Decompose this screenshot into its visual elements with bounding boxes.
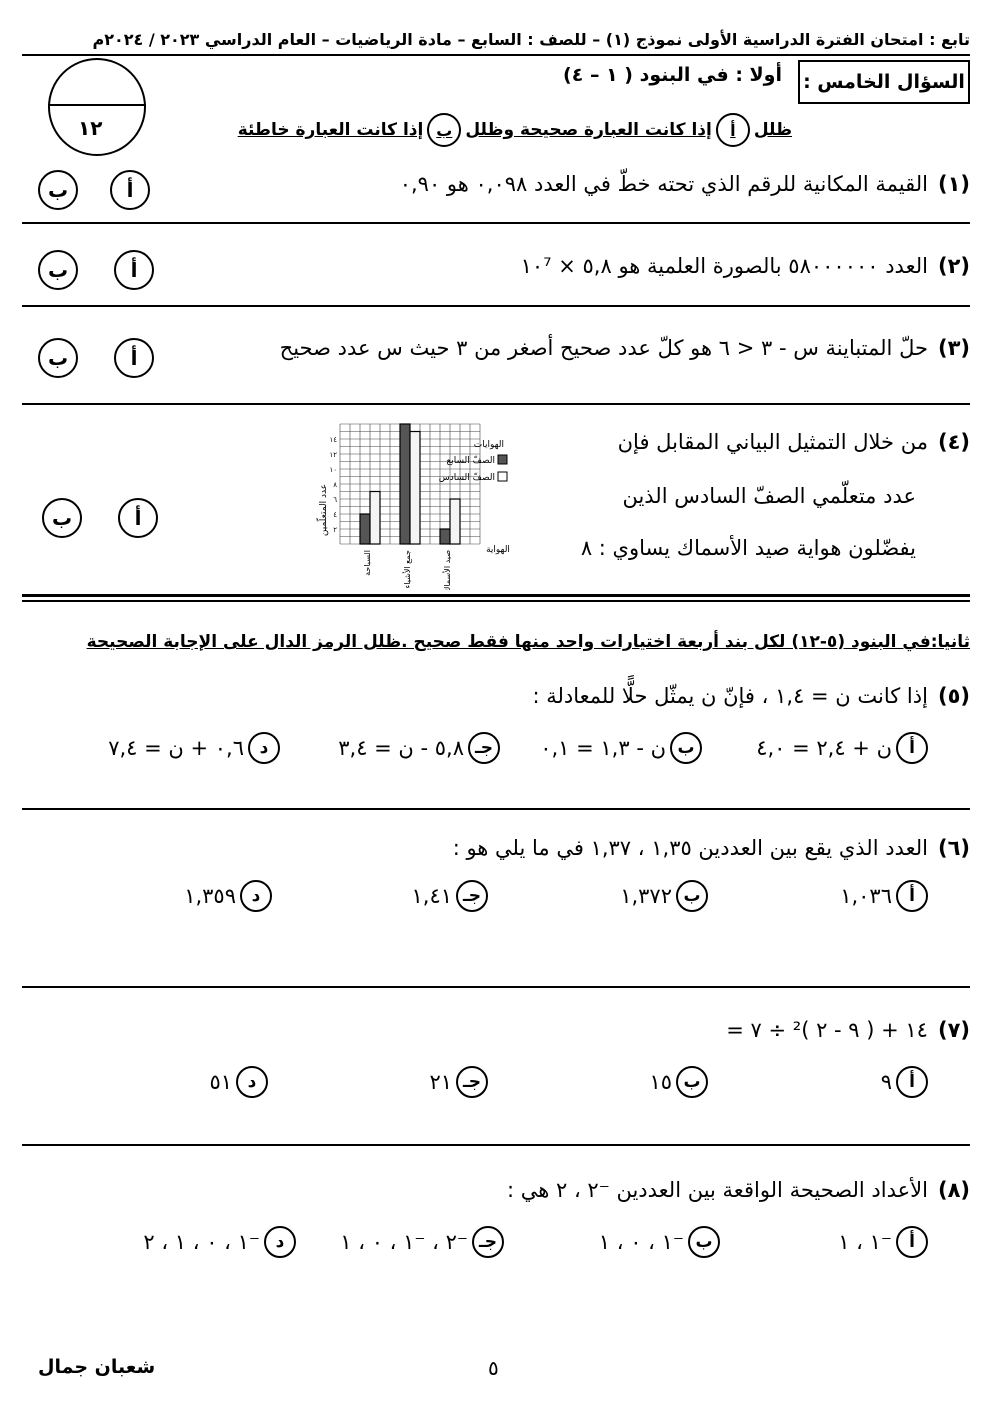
q8-option-a[interactable] — [838, 1226, 928, 1258]
q7-option-d[interactable] — [209, 1066, 268, 1098]
question-8-number: (٨) — [937, 1178, 970, 1202]
q7-option-a-circle[interactable]: أ — [896, 1066, 928, 1098]
instruction-shade: ظلل — [753, 120, 792, 140]
divider — [22, 305, 970, 307]
chart-category-label: صيد الأسماك — [443, 550, 452, 590]
part1-instruction — [238, 113, 792, 147]
chart-category-label: السباحة — [363, 550, 372, 576]
legend-series-7 — [446, 455, 507, 466]
legend-series-6 — [439, 472, 507, 483]
chart-bar-grade7-2 — [440, 529, 450, 544]
question-5-text: إذا كانت ن = ١,٤ ، فإنّ ن يمثّل حلًّا للمعادلة : — [532, 684, 928, 708]
item-4-line-1 — [618, 430, 970, 454]
score-circle — [48, 58, 146, 156]
q7-option-d-text: ٥١ — [209, 1070, 232, 1094]
chart-y-tick: ٢ — [333, 526, 337, 534]
item-1-choice-a[interactable]: أ — [110, 170, 150, 210]
chart-category-label: جمع الأشياء — [403, 550, 412, 589]
question-8 — [507, 1178, 970, 1202]
chart-y-tick: ٨ — [333, 481, 337, 489]
q6-option-a-text: ١,٠٣٦ — [840, 884, 892, 908]
footer-author: شعبان جمال — [38, 1356, 156, 1378]
q5-option-d-text: ٠,٦ + ن = ٧,٤ — [108, 736, 244, 760]
question-7-number: (٧) — [937, 1018, 970, 1042]
q7-option-d-circle[interactable]: د — [236, 1066, 268, 1098]
item-4-number: (٤) — [937, 430, 970, 454]
q6-option-d-circle[interactable]: د — [240, 880, 272, 912]
chart-y-tick: ٤ — [333, 511, 337, 519]
question-7-text: ١٤ + ( ٩ - ٢ )² ÷ ٧ = — [726, 1018, 928, 1042]
q8-option-a-circle[interactable]: أ — [896, 1226, 928, 1258]
part2-title: ثانيا:في البنود (٥-١٢) لكل بند أربعة اختيارات واحد منها فقط صحيح .ظلل الرمز الدال على الإجابة الصحيحة — [86, 632, 970, 652]
item-4-choice-b[interactable]: ب — [42, 498, 82, 538]
q7-option-b[interactable] — [649, 1066, 708, 1098]
instruction-a-circle: أ — [716, 113, 750, 147]
q6-option-b-circle[interactable]: ب — [676, 880, 708, 912]
item-4-text-1: من خلال التمثيل البياني المقابل فإن — [617, 430, 928, 454]
chart-bar-grade7-1 — [400, 424, 410, 544]
question-6-text: العدد الذي يقع بين العددين ١,٣٥ ، ١,٣٧ في ما يلي هو : — [452, 836, 928, 860]
q7-option-b-circle[interactable]: ب — [676, 1066, 708, 1098]
item-3 — [280, 336, 970, 360]
q6-option-b-text: ١,٣٧٢ — [620, 884, 672, 908]
chart-bar-grade7-0 — [360, 514, 370, 544]
q5-option-d[interactable] — [108, 732, 280, 764]
item-1 — [400, 172, 970, 196]
item-1-text: القيمة المكانية للرقم الذي تحته خطّ في العدد ٠,٠٩٨ هو ٠,٩٠ — [399, 172, 928, 196]
divider — [22, 986, 970, 988]
q6-option-d[interactable] — [184, 880, 272, 912]
question-5-number: (٥) — [937, 684, 970, 708]
legend-swatch-7 — [498, 455, 507, 464]
q8-option-d-circle[interactable]: د — [264, 1226, 296, 1258]
q8-option-b[interactable] — [599, 1226, 720, 1258]
part1-title: أولا : في البنود ( ١ – ٤) — [563, 64, 782, 86]
chart-title: الهوايات — [473, 440, 504, 450]
q7-option-c-circle[interactable]: جـ — [456, 1066, 488, 1098]
q5-option-b-text: ن - ١,٣ = ٠,١ — [540, 736, 666, 760]
divider — [22, 403, 970, 405]
question-6-number: (٦) — [937, 836, 970, 860]
item-3-number: (٣) — [937, 336, 970, 360]
q8-option-d-text: ⁻١ ، ٠ ، ١ ، ٢ — [143, 1230, 260, 1254]
item-3-choice-a[interactable]: أ — [114, 338, 154, 378]
item-4-line-2: عدد متعلّمي الصفّ السادس الذين — [622, 484, 916, 508]
q5-option-a[interactable] — [756, 732, 928, 764]
q7-option-a-text: ٩ — [880, 1070, 892, 1094]
item-2 — [521, 254, 970, 278]
section-title: السؤال الخامس : — [798, 60, 970, 104]
q5-option-d-circle[interactable]: د — [248, 732, 280, 764]
chart-bar-grade6-1 — [410, 432, 420, 545]
legend-label-7: الصفّ السابع — [446, 456, 495, 466]
q6-option-d-text: ١,٣٥٩ — [184, 884, 236, 908]
q5-option-a-text: ن + ٢,٤ = ٤,٠ — [756, 736, 892, 760]
q7-option-c-text: ٢١ — [429, 1070, 452, 1094]
q5-option-a-circle[interactable]: أ — [896, 732, 928, 764]
footer-page-number: ٥ — [488, 1356, 499, 1380]
item-2-text: العدد ٥٨٠٠٠٠٠٠ بالصورة العلمية هو ٥,٨ × ١٠⁷ — [520, 254, 928, 278]
item-2-choice-b[interactable]: ب — [38, 250, 78, 290]
item-3-choice-b[interactable]: ب — [38, 338, 78, 378]
item-2-choice-a[interactable]: أ — [114, 250, 154, 290]
double-divider-top — [22, 594, 970, 597]
q5-option-c[interactable] — [338, 732, 500, 764]
legend-label-6: الصفّ السادس — [438, 473, 495, 483]
question-7 — [726, 1018, 970, 1042]
chart-bar-grade6-0 — [370, 492, 380, 545]
instruction-b-circle: ب — [427, 113, 461, 147]
instruction-mid: إذا كانت العبارة صحيحة وظلل — [465, 120, 712, 140]
hobbies-bar-chart — [312, 420, 512, 590]
q8-option-c-text: ⁻٢ ، ⁻١ ، ٠ ، ١ — [340, 1230, 468, 1254]
q8-option-c-circle[interactable]: جـ — [472, 1226, 504, 1258]
q6-option-c-circle[interactable]: جـ — [456, 880, 488, 912]
q8-option-c[interactable] — [340, 1226, 504, 1258]
q8-option-a-text: ⁻١ ، ١ — [838, 1230, 892, 1254]
chart-y-tick: ١٢ — [329, 451, 337, 459]
chart-bar-grade6-2 — [450, 499, 460, 544]
chart-svg — [312, 420, 512, 590]
q6-option-c-text: ١,٤١ — [411, 884, 452, 908]
q6-option-a[interactable] — [840, 880, 928, 912]
q8-option-b-text: ⁻١ ، ٠ ، ١ — [598, 1230, 684, 1254]
divider — [22, 808, 970, 810]
page-header: تابع : امتحان الفترة الدراسية الأولى نموذج (١) – للصف : السابع – مادة الرياضيات – العام الدراسي ٢٠٢٣ / ٢٠٢٤م — [22, 30, 970, 56]
item-1-number: (١) — [937, 172, 970, 196]
q6-option-c[interactable] — [411, 880, 488, 912]
item-1-choice-b[interactable]: ب — [38, 170, 78, 210]
item-2-number: (٢) — [937, 254, 970, 278]
q7-option-b-text: ١٥ — [649, 1070, 672, 1094]
item-4-choice-a[interactable]: أ — [118, 498, 158, 538]
divider — [22, 1144, 970, 1146]
double-divider-bottom — [22, 600, 970, 602]
chart-ylabel: عدد المتعلّمين — [319, 483, 329, 537]
instruction-end: إذا كانت العبارة خاطئة — [237, 120, 424, 140]
q7-option-c[interactable] — [429, 1066, 488, 1098]
score-value: ١٢ — [78, 116, 103, 140]
chart-y-tick: ١٠ — [329, 466, 337, 474]
q6-option-a-circle[interactable]: أ — [896, 880, 928, 912]
question-5 — [532, 684, 970, 708]
q5-option-b[interactable] — [540, 732, 702, 764]
q5-option-c-text: ٥,٨ - ن = ٣,٤ — [338, 736, 464, 760]
score-divider — [48, 104, 146, 106]
q6-option-b[interactable] — [620, 880, 708, 912]
q8-option-b-circle[interactable]: ب — [688, 1226, 720, 1258]
question-6 — [453, 836, 970, 860]
q8-option-d[interactable] — [143, 1226, 296, 1258]
legend-swatch-6 — [498, 472, 507, 481]
q5-option-b-circle[interactable]: ب — [670, 732, 702, 764]
divider — [22, 222, 970, 224]
question-8-text: الأعداد الصحيحة الواقعة بين العددين ⁻٢ ، ٢ هي : — [506, 1178, 928, 1202]
q5-option-c-circle[interactable]: جـ — [468, 732, 500, 764]
item-4-line-3: يفضّلون هواية صيد الأسماك يساوي : ٨ — [580, 536, 916, 560]
q7-option-a[interactable] — [881, 1066, 928, 1098]
item-3-text: حلّ المتباينة س - ٣ < ٦ هو كلّ عدد صحيح أصغر من ٣ حيث س عدد صحيح — [279, 336, 928, 360]
chart-y-tick: ١٤ — [329, 436, 337, 444]
chart-y-tick: ٦ — [333, 496, 337, 504]
chart-xlabel: الهواية — [486, 545, 510, 555]
